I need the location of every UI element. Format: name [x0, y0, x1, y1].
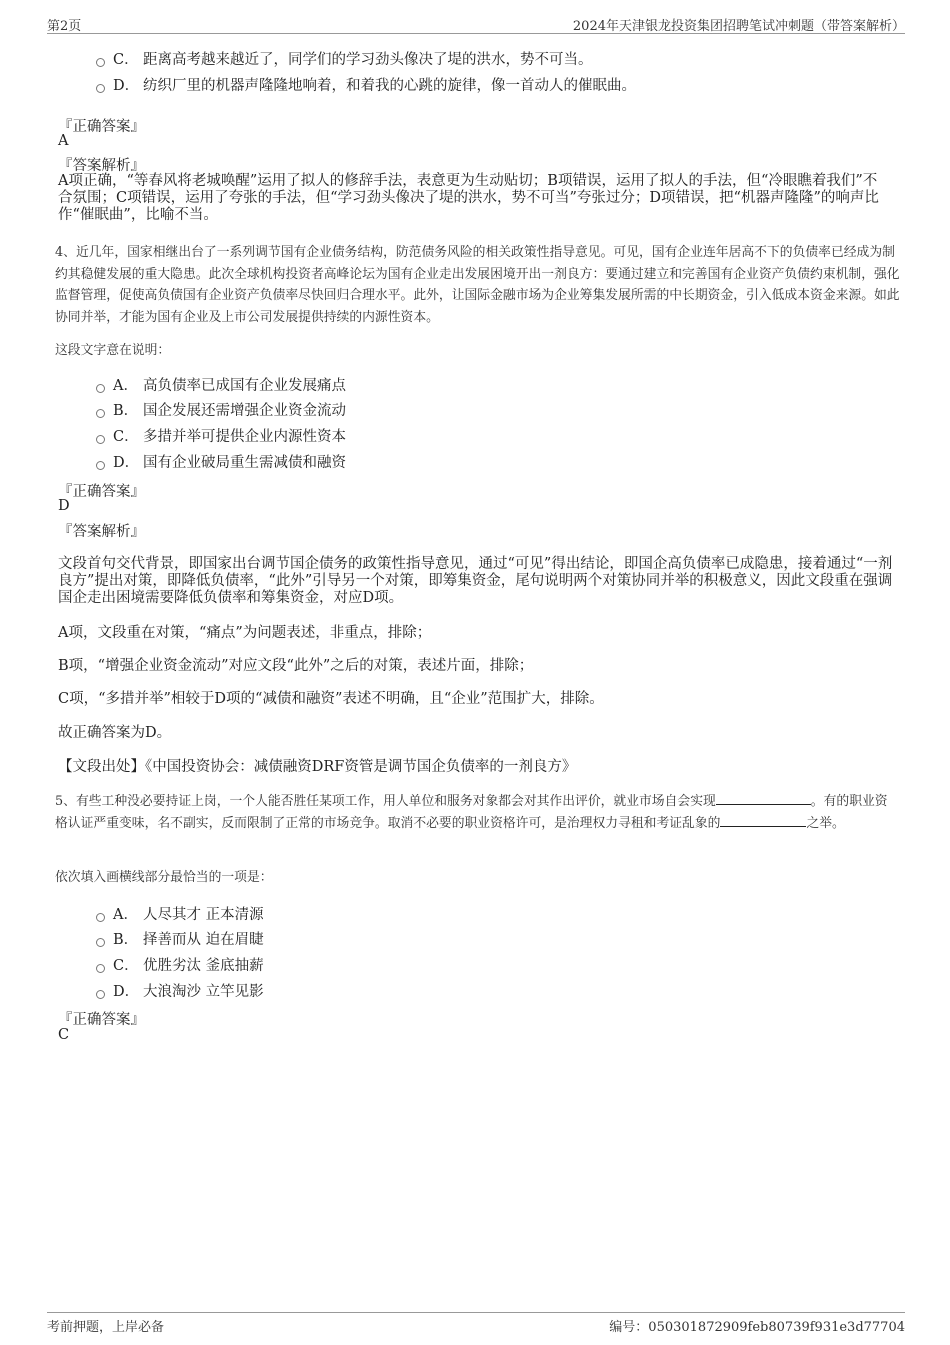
- q5-option-a[interactable]: A． 人尽其才 正本清源: [96, 903, 264, 924]
- q5-prompt: 依次填入画横线部分最恰当的一项是：: [55, 870, 273, 885]
- q5-question-text: 5、有些工种没必要持证上岗，一个人能否胜任某项工作，用人单位和服务对象都会对其作出评价，就业市场自会实现 。有的职业资格认证严重变味，名不副实，反而限制了正常的市场竞争。取消不必要的职业资格许可，是治理权力寻租和考证乱象的 之举。: [55, 794, 888, 831]
- q4-source: 【文段出处】《中国投资协会：减债融资DRF资管是调节国企负债率的一剂良方》: [58, 759, 577, 775]
- document-title: 2024年天津银龙投资集团招聘笔试冲刺题（带答案解析）: [572, 19, 905, 34]
- q4-analysis-a: A项，文段重在对策，“痛点”为问题表述，非重点，排除；: [58, 625, 432, 641]
- blank-line-1: [716, 792, 811, 805]
- blank-line-2: [720, 814, 806, 827]
- q5-answer: C: [58, 1027, 70, 1043]
- q4-prompt: 这段文字意在说明：: [55, 343, 171, 358]
- q5-option-d[interactable]: D． 大浪淘沙 立竿见影: [96, 980, 264, 1001]
- radio-icon[interactable]: [96, 435, 105, 444]
- radio-icon[interactable]: [96, 990, 105, 999]
- q4-option-d[interactable]: D． 国有企业破局重生需减债和融资: [96, 451, 346, 472]
- radio-icon[interactable]: [96, 58, 105, 67]
- q3-answer-label: 『正确答案』: [58, 119, 145, 135]
- q4-option-c[interactable]: C． 多措并举可提供企业内源性资本: [96, 425, 346, 446]
- q4-question-text: 4、近几年，国家相继出台了一系列调节国有企业债务结构，防范债务风险的相关政策性指导意见。可见，国有企业连年居高不下的负债率已经成为制约其稳健发展的重大隐患。此次全球机构投资者高峰论坛为国有企业走出发展困境开出一剂良方：要通过建立和完善国有企业资产负债约束机制，强化监督管理，促使高负债国有企业资产负债率尽快回归合理水平。此外，让国际金融市场为企业筹集发展所需的中长期资金，引入低成本资金来源。如此协同并举，才能为国有企业及上市公司发展提供持续的内源性资本。: [55, 245, 900, 325]
- radio-icon[interactable]: [96, 461, 105, 470]
- radio-icon[interactable]: [96, 84, 105, 93]
- radio-icon[interactable]: [96, 384, 105, 393]
- q3-option-d[interactable]: D． 纺织厂里的机器声隆隆地响着，和着我的心跳的旋律，像一首动人的催眠曲。: [96, 74, 636, 95]
- footer-slogan: 考前押题，上岸必备: [47, 1320, 165, 1335]
- q4-analysis-summary: 文段首句交代背景，即国家出台调节国企债务的政策性指导意见，通过“可见”得出结论，即国企高负债率已成隐患，接着通过“一剂良方”提出对策，即降低负债率，“此外”引导另一个对策，即筹集资金，尾句说明两个对策协同并举的积极意义，因此文段重在强调国企走出困境需要降低负债率和筹集资金，对应D项。: [58, 556, 893, 606]
- q4-option-b[interactable]: B． 国企发展还需增强企业资金流动: [96, 399, 346, 420]
- q4-answer-label: 『正确答案』: [58, 484, 145, 500]
- q4-analysis-label: 『答案解析』: [58, 524, 145, 540]
- q4-answer: D: [58, 498, 70, 514]
- page-number: 第2页: [47, 19, 82, 34]
- q4-analysis-conclusion: 故正确答案为D。: [58, 725, 172, 741]
- page-footer: [47, 1312, 905, 1335]
- q3-option-c[interactable]: C． 距离高考越来越近了，同学们的学习劲头像决了堤的洪水，势不可当。: [96, 48, 593, 69]
- radio-icon[interactable]: [96, 913, 105, 922]
- q3-analysis-label: 『答案解析』: [58, 158, 145, 174]
- q5-answer-label: 『正确答案』: [58, 1012, 145, 1028]
- radio-icon[interactable]: [96, 964, 105, 973]
- footer-serial: 编号：050301872909feb80739f931e3d77704: [609, 1320, 905, 1335]
- q3-analysis: A项正确，“等春风将老城唤醒”运用了拟人的修辞手法，表意更为生动贴切；B项错误，运用了拟人的手法，但“冷眼瞧着我们”不合氛围；C项错误，运用了夸张的手法，但“学习劲头像决了堤的洪水，势不可当”夸张过分；D项错误，把“机器声隆隆”的响声比作“催眠曲”，比喻不当。: [58, 173, 879, 223]
- page-header: [47, 15, 905, 34]
- q5-option-c[interactable]: C． 优胜劣汰 釜底抽薪: [96, 954, 264, 975]
- radio-icon[interactable]: [96, 409, 105, 418]
- q4-analysis-c: C项，“多措并举”相较于D项的“减债和融资”表述不明确，且“企业”范围扩大，排除。: [58, 691, 604, 707]
- radio-icon[interactable]: [96, 938, 105, 947]
- q3-answer: A: [58, 133, 69, 149]
- q4-option-a[interactable]: A． 高负债率已成国有企业发展痛点: [96, 374, 346, 395]
- q4-analysis-b: B项，“增强企业资金流动”对应文段“此外”之后的对策，表述片面，排除；: [58, 658, 534, 674]
- q5-option-b[interactable]: B． 择善而从 迫在眉睫: [96, 928, 264, 949]
